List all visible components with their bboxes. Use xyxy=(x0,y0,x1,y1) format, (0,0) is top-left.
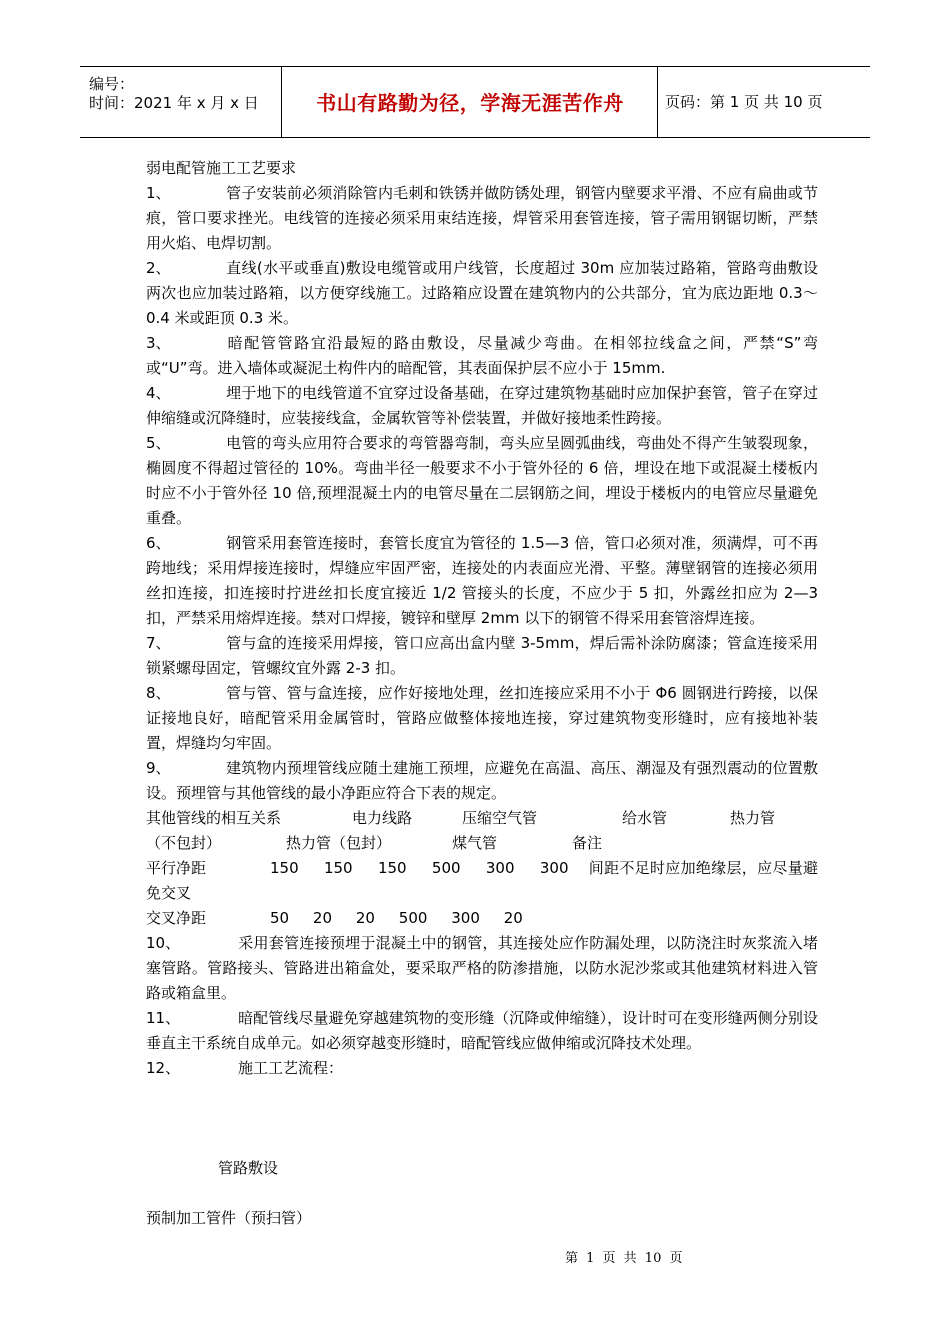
paragraph-item xyxy=(146,331,818,381)
item-text: 暗配管线尽量避免穿越建筑物的变形缝（沉降或伸缩缝），设计时可在变形缝两侧分别设垂直主干系统自成单元。如必须穿越变形缝时，暗配管线应做伸缩或沉降技术处理。 xyxy=(146,1009,818,1052)
document-body xyxy=(146,156,818,1081)
code-label: 编号： xyxy=(89,75,135,93)
item-number: 10、 xyxy=(146,934,181,952)
item-number: 5、 xyxy=(146,434,171,452)
table-row-label: 交叉净距 xyxy=(146,909,207,927)
time-label: 时间：2021 年 x 月 x 日 xyxy=(89,94,259,112)
item-number: 4、 xyxy=(146,384,171,402)
paragraph-item xyxy=(146,181,818,256)
paragraph-item xyxy=(146,1056,818,1081)
table-row xyxy=(146,906,818,931)
item-number: 9、 xyxy=(146,759,171,777)
paragraph-item xyxy=(146,756,818,806)
item-number: 6、 xyxy=(146,534,171,552)
table-header-row xyxy=(146,831,818,856)
table-row-values: 150 150 150 500 300 300 xyxy=(270,859,569,877)
flow-step: 预制加工管件（预扫管） xyxy=(146,1209,312,1227)
item-number: 1、 xyxy=(146,184,171,202)
page-header xyxy=(80,66,870,138)
document-title: 弱电配管施工工艺要求 xyxy=(146,159,297,177)
paragraph-item xyxy=(146,431,818,531)
item-number: 12、 xyxy=(146,1059,181,1077)
item-number: 11、 xyxy=(146,1009,181,1027)
table-header-cell: 备注 xyxy=(572,834,603,852)
item-text: 建筑物内预埋管线应随土建施工预埋，应避免在高温、高压、潮湿及有强烈震动的位置敷设。预埋管与其他管线的最小净距应符合下表的规定。 xyxy=(146,759,818,802)
paragraph-item xyxy=(146,931,818,1006)
table-header-cell: 热力管（包封） xyxy=(286,834,392,852)
header-meta xyxy=(89,75,259,113)
table-header-cell: 其他管线的相互关系 xyxy=(146,809,282,827)
header-divider xyxy=(281,67,282,137)
table-row-note: 间距不足时应加绝缘层，应尽量避免交叉 xyxy=(146,859,818,902)
item-text: 采用套管连接预埋于混凝土中的钢管，其连接处应作防漏处理，以防浇注时灰浆流入堵塞管路。管路接头、管路进出箱盒处，要采取严格的防渗措施，以防水泥沙浆或其他建筑材料进入管路或箱盒里。 xyxy=(146,934,818,1002)
flow-step: 管路敷设 xyxy=(218,1159,279,1177)
table-header-cell: 压缩空气管 xyxy=(462,809,538,827)
table-header-cell: 煤气管 xyxy=(452,834,498,852)
item-text: 埋于地下的电线管道不宜穿过设备基础，在穿过建筑物基础时应加保护套管，管子在穿过伸缩缝或沉降缝时，应装接线盒，金属软管等补偿装置，并做好接地柔性跨接。 xyxy=(146,384,818,427)
item-text: 管子安装前必须消除管内毛刺和铁锈并做防锈处理，钢管内壁要求平滑、不应有扁曲或节痕，管口要求挫光。电线管的连接必须采用束结连接，焊管采用套管连接，管子需用钢锯切断，严禁用火焰、电焊切割。 xyxy=(146,184,818,252)
item-text: 直线(水平或垂直)敷设电缆管或用户线管，长度超过 30m 应加装过路箱，管路弯曲敷设两次也应加装过路箱，以方便穿线施工。过路箱应设置在建筑物内的公共部分，宜为底边距地 0.3～0.4 米或距顶 0.3 米。 xyxy=(146,259,818,327)
table-row xyxy=(146,856,818,906)
header-motto: 书山有路勤为径，学海无涯苦作舟 xyxy=(316,91,624,115)
header-page-info: 页码：第 1 页 共 10 页 xyxy=(665,93,823,111)
table-header-cell: （不包封） xyxy=(146,834,222,852)
paragraph-item xyxy=(146,631,818,681)
item-number: 2、 xyxy=(146,259,171,277)
item-text: 钢管采用套管连接时，套管长度宜为管径的 1.5—3 倍，管口必须对准，须满焊，可不再跨地线；采用焊接连接时，焊缝应牢固严密，连接处的内表面应光滑、平整。薄壁钢管的连接必须用丝扣连接，扣连接时拧进丝扣长度宜接近 1/2 管接头的长度，不应少于 5 扣，外露丝扣应为 2—3 扣，严禁采用熔焊连接。禁对口焊接，镀锌和壁厚 2mm 以下的钢管不得采用套管溶焊连接。 xyxy=(146,534,818,627)
item-text: 施工工艺流程： xyxy=(238,1059,344,1077)
table-header-cell: 给水管 xyxy=(622,809,668,827)
table-header-row xyxy=(146,806,818,831)
item-number: 3、 xyxy=(146,334,171,352)
item-number: 8、 xyxy=(146,684,171,702)
item-text: 管与管、管与盒连接，应作好接地处理，丝扣连接应采用不小于 Φ6 圆钢进行跨接，以保证接地良好，暗配管采用金属管时，管路应做整体接地连接，穿过建筑物变形缝时，应有接地补装置，焊缝均匀牢固。 xyxy=(146,684,818,752)
paragraph-item xyxy=(146,381,818,431)
header-divider xyxy=(657,67,658,137)
table-header-cell: 热力管 xyxy=(730,809,776,827)
item-text: 暗配管管路宜沿最短的路由敷设，尽量减少弯曲。在相邻拉线盒之间，严禁“S”弯或“U”弯。进入墙体或凝泥土构件内的暗配管，其表面保护层不应小于 15mm. xyxy=(146,334,818,377)
item-text: 管与盒的连接采用焊接，管口应高出盒内壁 3-5mm，焊后需补涂防腐漆；管盒连接采用锁紧螺母固定，管螺纹宜外露 2-3 扣。 xyxy=(146,634,818,677)
item-number: 7、 xyxy=(146,634,171,652)
page-footer: 第 1 页 共 10 页 xyxy=(565,1251,683,1266)
paragraph-item xyxy=(146,1006,818,1056)
table-header-cell: 电力线路 xyxy=(352,809,413,827)
paragraph-item xyxy=(146,531,818,631)
table-row-values: 50 20 20 500 300 20 xyxy=(270,909,523,927)
paragraph-item xyxy=(146,256,818,331)
item-text: 电管的弯头应用符合要求的弯管器弯制，弯头应呈圆弧曲线，弯曲处不得产生皱裂现象，椭圆度不得超过管径的 10%。弯曲半径一般要求不小于管外径的 6 倍，埋设在地下或混凝土楼板内时应不小于管外径 10 倍,预埋混凝土内的电管尽量在二层钢筋之间，埋设于楼板内的电管应尽量避免重叠。 xyxy=(146,434,818,527)
paragraph-item xyxy=(146,681,818,756)
table-row-label: 平行净距 xyxy=(146,859,207,877)
